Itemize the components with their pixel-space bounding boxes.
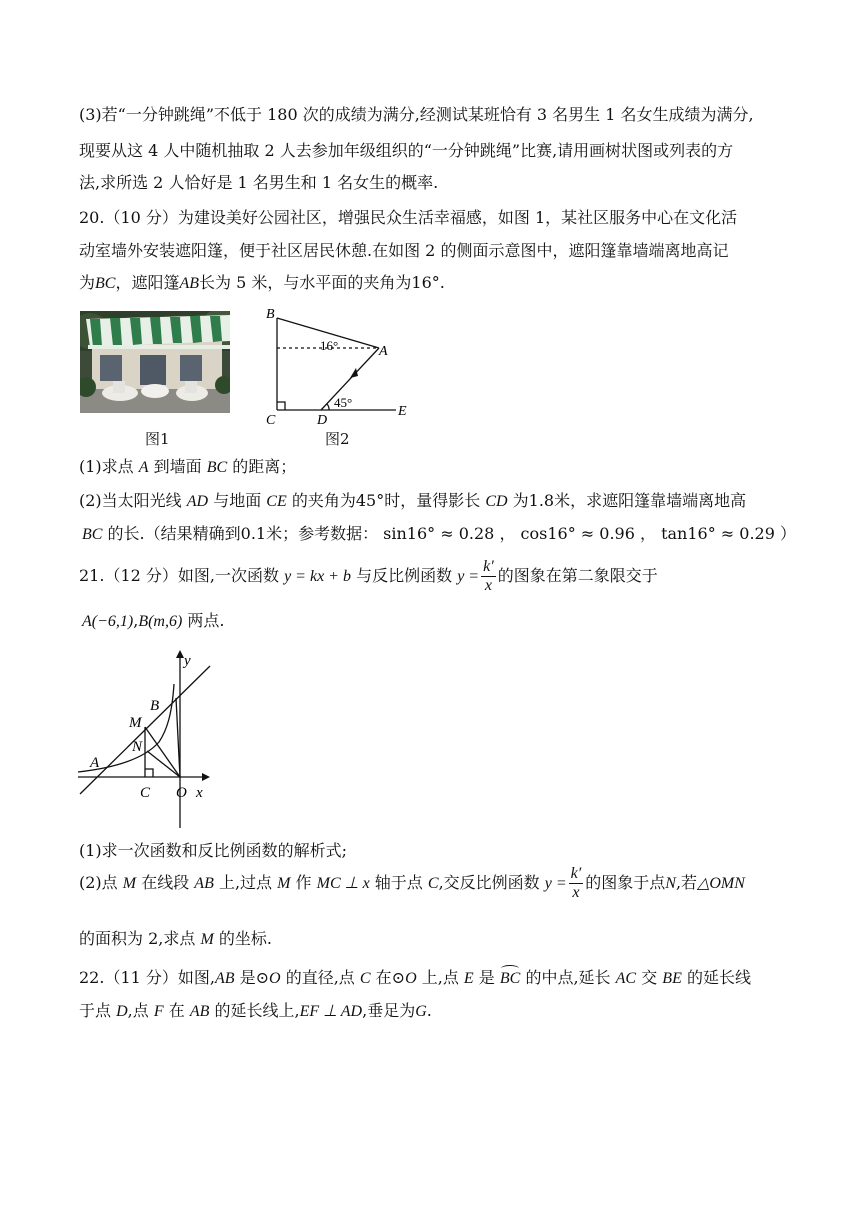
q19-part3-line2: 现要从这 4 人中随机抽取 2 人去参加年级组织的“一分钟跳绳”比赛,请用画树状图或列表的方 xyxy=(79,141,734,160)
q20-line2: 动室墙外安装遮阳篷，便于社区居民休憩.在如图 2 的侧面示意图中，遮阳篷靠墙端离地高记 xyxy=(79,241,729,260)
x-axis-arrow-icon xyxy=(202,773,210,781)
figure1-caption: 图1 xyxy=(145,430,170,448)
k-over-x-fraction-2: $\frac{k'}{x}$ xyxy=(570,865,582,901)
label-b: B xyxy=(150,698,160,714)
q22-line2: 于点 D,点 F 在 AB 的延长线上,EF ⊥ AD,垂足为G. xyxy=(79,1001,432,1020)
label-b: B xyxy=(266,307,275,322)
on-segment xyxy=(147,751,180,777)
y-axis-arrow-icon xyxy=(176,650,184,658)
q22-line1: 22.（11 分）如图,AB 是⊙O 的直径,点 C 在⊙O 上,点 E 是 BC 的中点,延长 AC 交 BE 的延长线 xyxy=(79,967,751,990)
q20-part2-line1: (2)当太阳光线 AD 与地面 CE 的夹角为45°时，量得影长 CD 为1.8米，求遮阳篷靠墙端离地高 xyxy=(79,491,747,510)
function-graph-diagram xyxy=(74,644,224,830)
figure2-caption: 图2 xyxy=(325,430,350,448)
label-m: M xyxy=(129,715,142,731)
awning-photo xyxy=(80,311,230,413)
q20-part2-line2: BC 的长.（结果精确到0.1米；参考数据： sin16° ≈ 0.28 ， cos16° ≈ 0.96 ， tan16° ≈ 0.29 ） xyxy=(82,524,796,543)
q20-line3: 为BC，遮阳篷AB长为 5 米，与水平面的夹角为16°. xyxy=(79,273,445,292)
q21-part2-line1: (2)点 M 在线段 AB 上,过点 M 作 MC ⊥ x 轴于点 C,交反比例函数 y = $\frac{k'}{x}$ 的图象于点N,若△OMN xyxy=(79,865,745,901)
q19-part3-line3: 法,求所选 2 人恰好是 1 名男生和 1 名女生的概率. xyxy=(79,173,439,192)
q21-part1: (1)求一次函数和反比例函数的解析式; xyxy=(79,841,348,860)
k-over-x-fraction: $\frac{k'}{x}$ xyxy=(483,558,494,594)
q21-line2: A(−6,1),B(m,6) 两点. xyxy=(82,611,225,630)
label-a: A xyxy=(379,344,388,359)
label-d: D xyxy=(317,413,328,426)
awning-side-diagram xyxy=(258,304,418,426)
label-c: C xyxy=(266,413,276,426)
right-angle-mark xyxy=(277,402,285,410)
arc-bc: BC xyxy=(500,968,520,990)
label-c: C xyxy=(140,785,151,801)
q21-part2-line2: 的面积为 2,求点 M 的坐标. xyxy=(79,929,272,948)
label-o: O xyxy=(176,785,187,801)
label-e: E xyxy=(398,404,407,419)
label-x: x xyxy=(196,785,203,801)
angle-45-arc xyxy=(327,404,329,410)
q19-part3-line1: (3)若“一分钟跳绳”不低于 180 次的成绩为满分,经测试某班恰有 3 名男生 1 名女生成绩为满分, xyxy=(79,105,754,124)
q20-part1: (1)求点 A 到墙面 BC 的距离； xyxy=(79,457,297,476)
q21-line1: 21.（12 分）如图,一次函数 y = kx + b 与反比例函数 y = $\frac{k'}{x}$ 的图象在第二象限交于 xyxy=(79,558,658,594)
arrow-head-icon xyxy=(350,368,358,378)
label-n: N xyxy=(132,739,143,755)
label-angle-45: 45° xyxy=(334,395,353,410)
right-angle-mark-c xyxy=(145,769,153,777)
label-angle-16: 16° xyxy=(320,338,339,353)
q20-line1: 20.（10 分）为建设美好公园社区，增强民众生活幸福感，如图 1，某社区服务中心在文化活 xyxy=(79,208,738,227)
label-y: y xyxy=(184,653,191,669)
label-a: A xyxy=(90,755,100,771)
